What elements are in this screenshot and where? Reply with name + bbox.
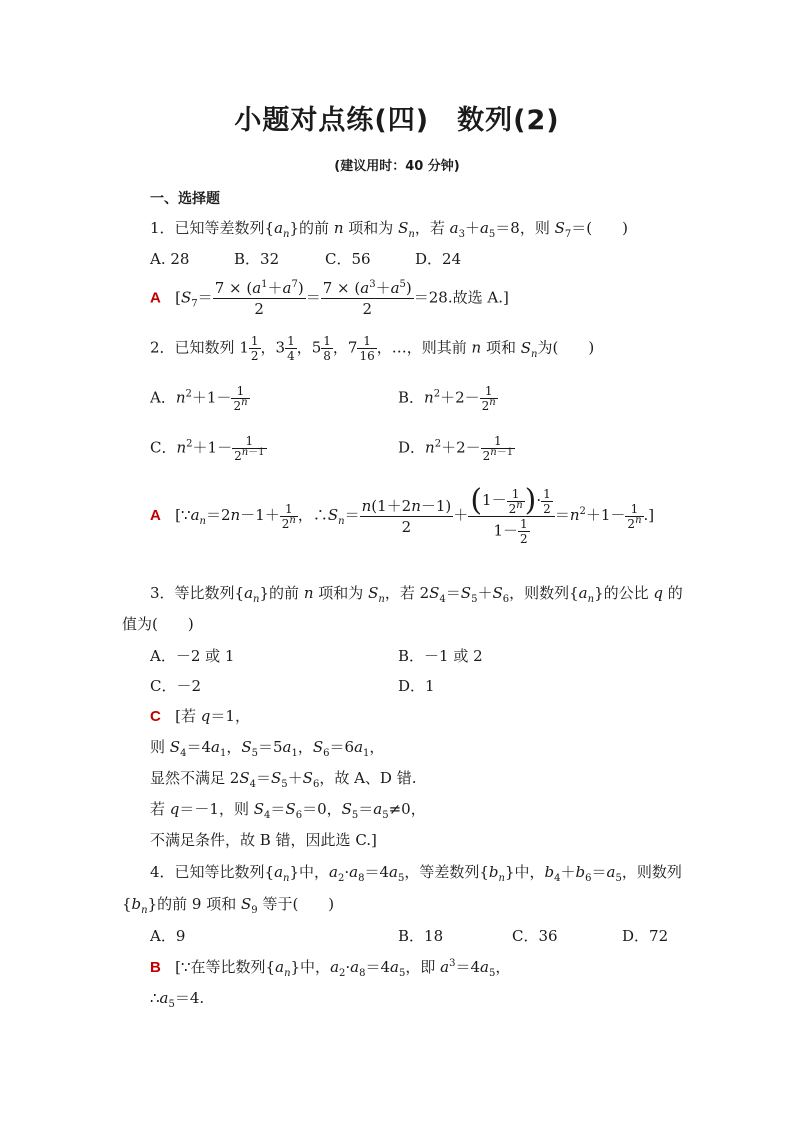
q1-option-b: B．32 [234, 250, 280, 268]
q3-explanation-line5: 不满足条件，故 B 错，因此选 C.] [150, 831, 377, 849]
q2-option-b: B．$n^2+2-$ $\frac{1}{2^n}$ [398, 384, 496, 413]
q2-option-a: A．$n^2+1-$ $\frac{1}{2^n}$ [150, 384, 248, 413]
q4-option-a: A．9 [150, 927, 186, 945]
q1-stem: 1．已知等差数列$\{a_n\}$的前 n 项和为 $S_n$，若 $a_3+a_5=8$，则 $S_7=$( ) [150, 219, 628, 240]
q4-answer: B [150, 959, 161, 976]
q3-explanation-line2: 则 $S_4=4a_1$，$S_5=5a_1$，$S_6=6a_1$， [150, 738, 385, 759]
q4-explanation-line2: $\therefore a_5=4$. [150, 989, 205, 1010]
q2-stem: 2．已知数列 1 $\frac{1}{2}$ ，3 $\frac{1}{4}$ ，5 $\frac{1}{8}$ ，7 $\frac{1}{16}$ ，…，则其前 n 项和 $S_n$为( ) [150, 334, 595, 363]
q3-stem-line2: 值为( ) [122, 615, 194, 633]
q2-explanation: A [$\because a_n=2n-1+$ $\frac{1}{2^n}$ ，$\therefore S_n=$ $\frac{n(1+2n-1)}{2}$ ＋ (1－ $\frac{1}{2^n}$ )· $\frac{1}{2}$ 1－ $\frac{1}{2}$ $=n^2+1-$ $\frac{1}{2^n}$ .] [150, 483, 655, 546]
q1-answer: A [150, 289, 161, 307]
q1-option-c: C．56 [325, 250, 371, 268]
q2-answer: A [150, 507, 161, 524]
q3-stem: 3．等比数列$\{a_n\}$的前 n 项和为 $S_n$，若 $2S_4=S_5+S_6$，则数列$\{a_n\}$的公比 q 的 [150, 584, 683, 605]
q4-option-b: B．18 [398, 927, 444, 945]
q4-explanation-line1: B [∵在等比数列$\{a_n\}$中，$a_2\cdot a_8=4a_5$，即 $a^3=4a_5$， [150, 958, 511, 979]
q4-stem: 4．已知等比数列$\{a_n\}$中，$a_2\cdot a_8=4a_5$，等差数列$\{b_n\}$中，$b_4+b_6=a_5$，则数列 [150, 863, 682, 884]
q4-option-d: D．72 [622, 927, 669, 945]
q2-option-c: C．$n^2+1-$ $\frac{1}{2^{n-1}}$ [150, 434, 265, 463]
q2-option-d: D．$n^2+2-$ $\frac{1}{2^{n-1}}$ [398, 434, 514, 463]
q3-explanation-line3: 显然不满足 $2S_4=S_5+S_6$，故 A、D 错. [150, 769, 417, 790]
q3-explanation-line4: 若 q＝－1，则 $S_4=S_6=0$，$S_5=a_5\ne 0$， [150, 800, 426, 821]
q4-stem-line2: $\{b_n\}$的前 9 项和 $S_9$ 等于( ) [122, 895, 335, 916]
q3-explanation-line1: C [若 q＝1， [150, 707, 250, 725]
q3-answer: C [150, 708, 161, 725]
q3-option-a: A．－2 或 1 [150, 647, 235, 665]
page-subtitle: (建议用时：40 分钟) [334, 159, 460, 174]
q3-option-d: D．1 [398, 677, 435, 695]
page-title: 小题对点练(四) 数列(2) [234, 105, 560, 136]
q1-option-d: D．24 [415, 250, 462, 268]
section-heading: 一、选择题 [150, 191, 220, 207]
q1-explanation: A [$S_7=$ $\frac{7 \times (a^1+a^7)}{2}$ ＝ $\frac{7 \times (a^3+a^5)}{2}$ ＝28.故选 A.] [150, 279, 509, 318]
q4-option-c: C．36 [512, 927, 558, 945]
q1-option-a: A. 28 [150, 250, 190, 268]
q3-option-c: C．－2 [150, 677, 202, 695]
q3-option-b: B．－1 或 2 [398, 647, 483, 665]
